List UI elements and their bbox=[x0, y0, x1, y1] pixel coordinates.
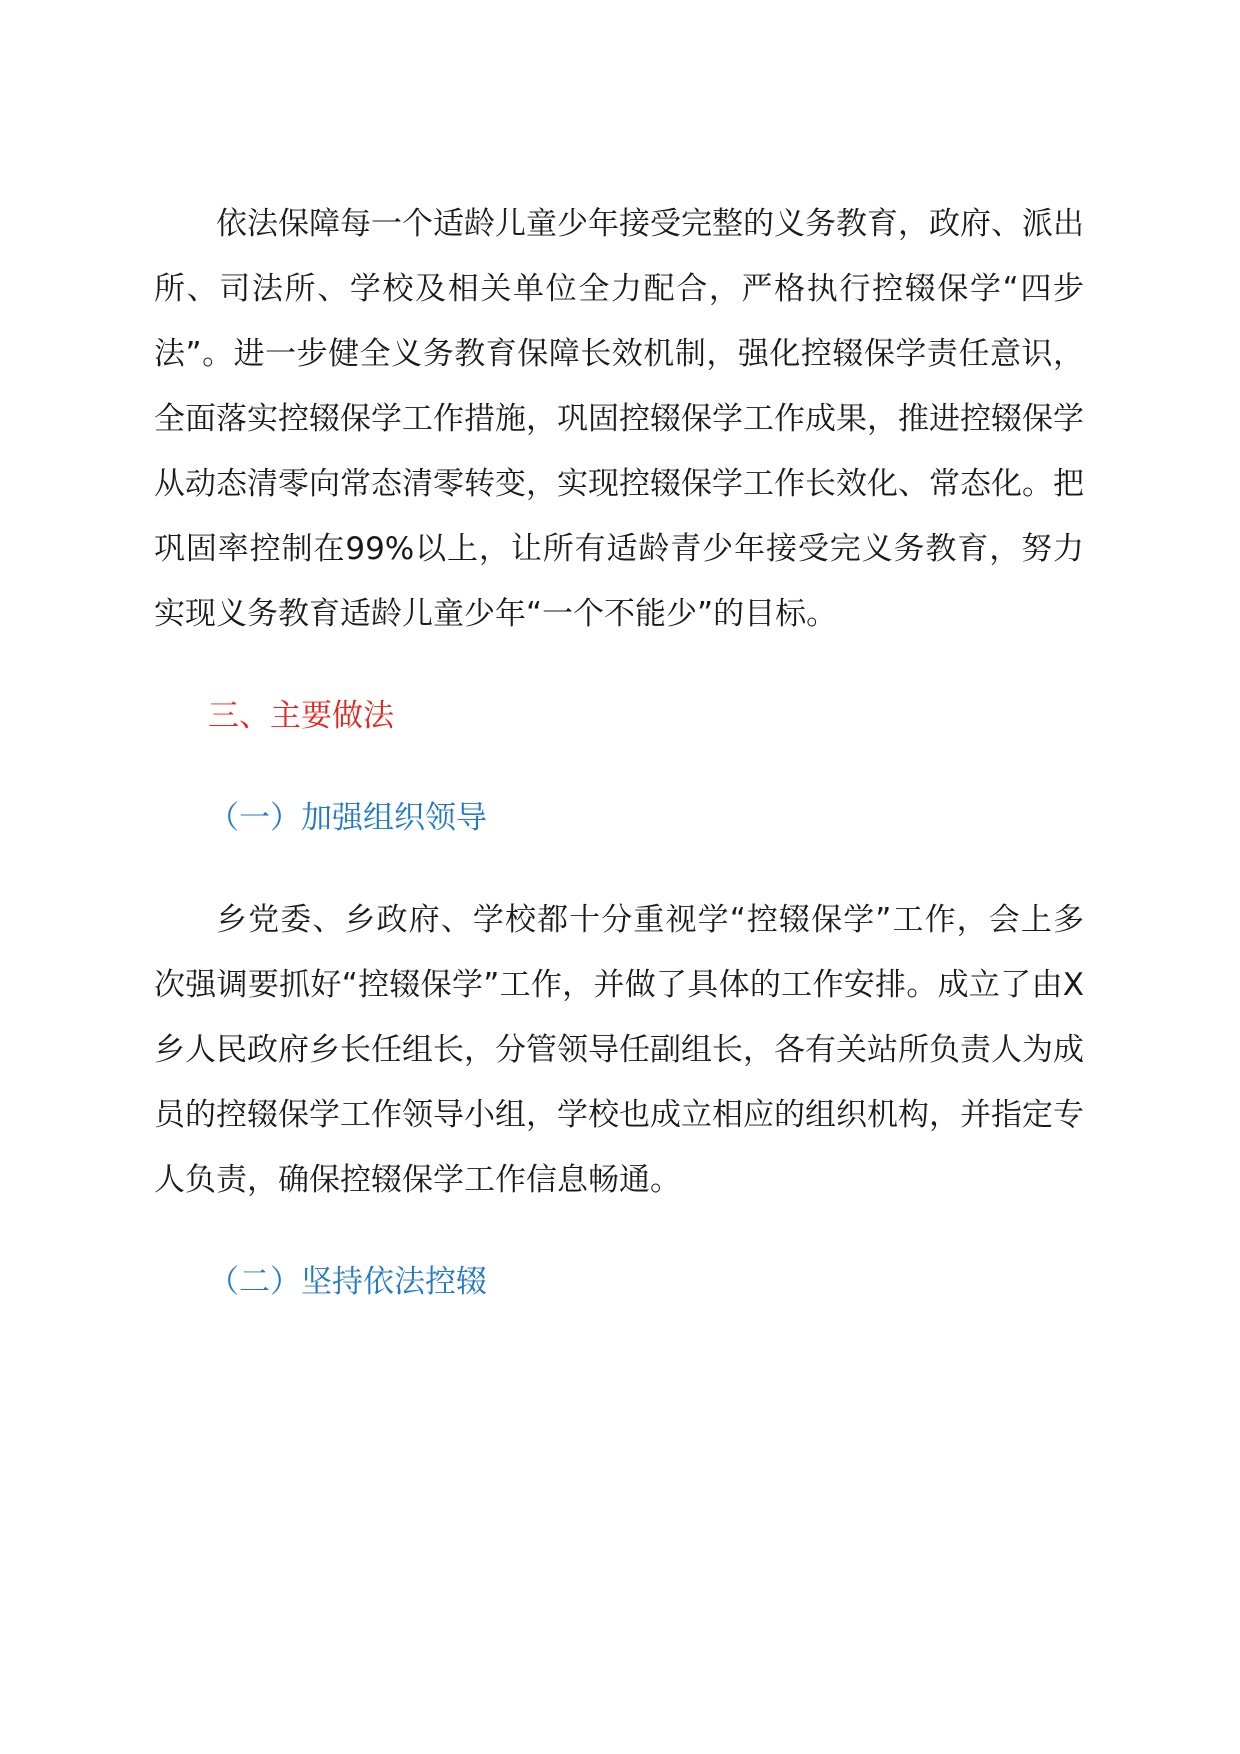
subheading-organization: （一）加强组织领导 bbox=[208, 800, 487, 836]
spacer bbox=[154, 1213, 1084, 1250]
spacer bbox=[154, 851, 1084, 888]
paragraph-organization: 乡党委、乡政府、学校都十分重视学“控辍保学”工作，会上多次强调要抓好“控辍保学”工作，并做了具体的工作安排。成立了由X乡人民政府乡长任组长，分管领导任副组长，各有关站所负责人为成员的控辍保学工作领导小组，学校也成立相应的组织机构，并指定专人负责，确保控辍保学工作信息畅通。 bbox=[154, 902, 1084, 1198]
subheading-legal: （二）坚持依法控辍 bbox=[208, 1264, 487, 1300]
paragraph-goal: 依法保障每一个适龄儿童少年接受完整的义务教育，政府、派出所、司法所、学校及相关单位全力配合，严格执行控辍保学“四步法”。进一步健全义务教育保障长效机制，强化控辍保学责任意识，全面落实控辍保学工作措施，巩固控辍保学工作成果，推进控辍保学从动态清零向常态清零转变，实现控辍保学工作长效化、常态化。把巩固率控制在99%以上，让所有适龄青少年接受完义务教育，努力实现义务教育适龄儿童少年“一个不能少”的目标。 bbox=[154, 206, 1084, 632]
section-heading: 三、主要做法 bbox=[208, 698, 394, 734]
spacer bbox=[154, 647, 1084, 684]
document-body bbox=[154, 192, 1084, 1315]
spacer bbox=[154, 749, 1084, 786]
